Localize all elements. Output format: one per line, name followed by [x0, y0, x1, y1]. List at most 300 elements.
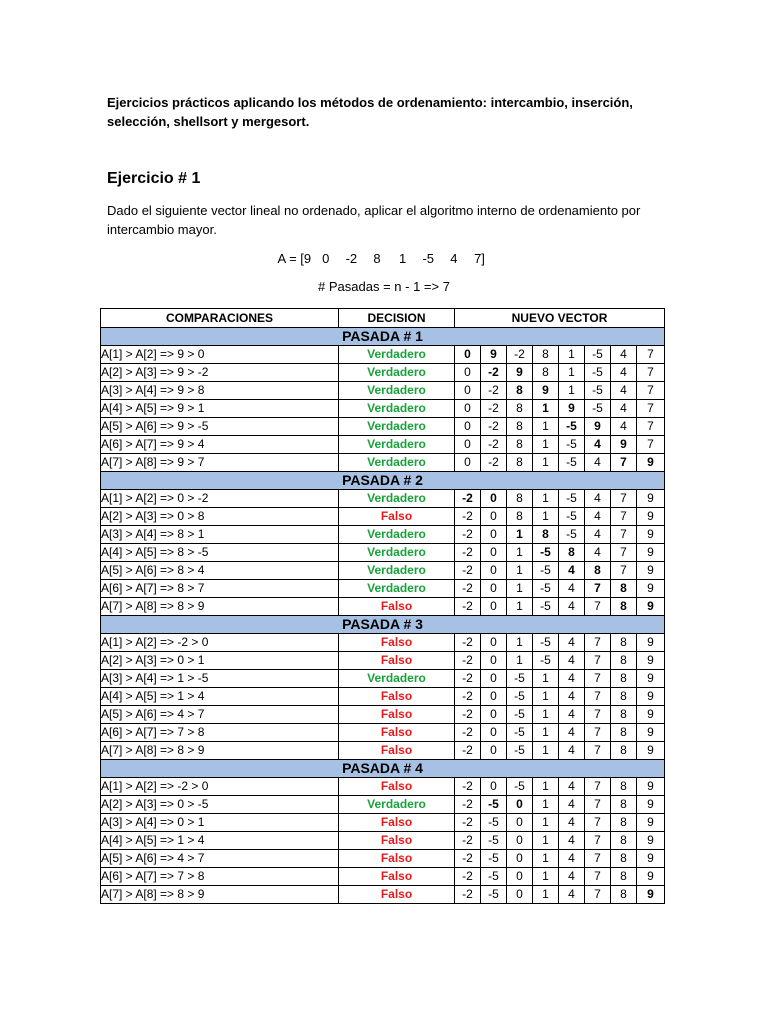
intro-text: Ejercicios prácticos aplicando los métodos de ordenamiento: intercambio, inserción, selección, shellsort y mergesort.: [107, 95, 633, 129]
vector-cell: -5: [585, 364, 611, 382]
vector-cell: 4: [585, 526, 611, 544]
vector-cell: 4: [559, 886, 585, 904]
vector-cell: 8: [611, 832, 637, 850]
comparison-cell: A[1] > A[2] => 0 > -2: [101, 490, 339, 508]
vector-cell: -5: [507, 778, 533, 796]
comparison-cell: A[1] > A[2] => -2 > 0: [101, 778, 339, 796]
decision-cell: Verdadero: [339, 364, 455, 382]
decision-cell: Verdadero: [339, 580, 455, 598]
vector-cell: 7: [611, 544, 637, 562]
vector-cell: 7: [585, 580, 611, 598]
vector-definition: [0, 251, 768, 266]
vector-cell: -2: [481, 418, 507, 436]
vector-cell: 0: [507, 868, 533, 886]
table-row: [101, 346, 665, 364]
decision-cell: Verdadero: [339, 490, 455, 508]
comparison-cell: A[7] > A[8] => 8 > 9: [101, 886, 339, 904]
pass-title: PASADA # 2: [101, 472, 665, 490]
vector-cell: 8: [611, 886, 637, 904]
table-row: [101, 742, 665, 760]
decision-cell: Falso: [339, 886, 455, 904]
vector-cell: 9: [637, 796, 665, 814]
vector-cell: 1: [533, 886, 559, 904]
vector-cell: 4: [559, 850, 585, 868]
vector-cell: 7: [637, 346, 665, 364]
vector-cell: 8: [611, 796, 637, 814]
vector-cell: -2: [455, 526, 481, 544]
vector-cell: 1: [533, 490, 559, 508]
comparison-cell: A[1] > A[2] => -2 > 0: [101, 634, 339, 652]
vector-cell: -5: [507, 742, 533, 760]
vector-cell: 8: [507, 454, 533, 472]
table-row: [101, 814, 665, 832]
vector-cell: 4: [559, 580, 585, 598]
vector-cell: 4: [611, 346, 637, 364]
vector-cell: 1: [533, 742, 559, 760]
pass-header-row: [101, 328, 665, 346]
vector-cell: 4: [585, 544, 611, 562]
comparison-cell: A[4] > A[5] => 8 > -5: [101, 544, 339, 562]
vector-cell: 4: [585, 490, 611, 508]
vector-cell: -5: [481, 886, 507, 904]
vector-cell: -2: [455, 544, 481, 562]
decision-cell: Falso: [339, 778, 455, 796]
pass-header-row: [101, 760, 665, 778]
table-row: [101, 418, 665, 436]
vector-cell: -5: [533, 544, 559, 562]
vector-cell: 9: [507, 364, 533, 382]
vector-cell: -5: [559, 436, 585, 454]
vector-cell: 4: [559, 832, 585, 850]
vector-cell: 1: [533, 454, 559, 472]
vector-cell: 9: [637, 742, 665, 760]
vector-cell: 9: [637, 580, 665, 598]
vector-cell: 7: [585, 778, 611, 796]
table-row: [101, 562, 665, 580]
vector-cell: 4: [611, 400, 637, 418]
vector-cell: 0: [481, 598, 507, 616]
comparison-cell: A[7] > A[8] => 8 > 9: [101, 742, 339, 760]
table-row: [101, 724, 665, 742]
vector-cell: 1: [507, 634, 533, 652]
vector-cell: 8: [611, 814, 637, 832]
vector-cell: -2: [455, 850, 481, 868]
vector-cell: 1: [507, 580, 533, 598]
vector-cell: 9: [585, 418, 611, 436]
comparison-cell: A[2] > A[3] => 0 > 8: [101, 508, 339, 526]
vector-cell: 1: [533, 418, 559, 436]
vector-cell: 1: [533, 832, 559, 850]
vector-cell: -2: [481, 436, 507, 454]
vector-cell: 0: [481, 688, 507, 706]
vector-cell: 1: [533, 436, 559, 454]
exercise-title: Ejercicio # 1: [107, 170, 201, 187]
vector-cell: 0: [481, 544, 507, 562]
vector-cell: 4: [559, 706, 585, 724]
vector-cell: 9: [637, 670, 665, 688]
comparison-cell: A[5] > A[6] => 4 > 7: [101, 850, 339, 868]
comparison-cell: A[5] > A[6] => 8 > 4: [101, 562, 339, 580]
decision-cell: Verdadero: [339, 796, 455, 814]
vector-cell: 4: [559, 670, 585, 688]
vector-cell: -5: [585, 382, 611, 400]
vector-cell: 9: [637, 544, 665, 562]
vector-cell: -2: [507, 346, 533, 364]
vector-cell: 4: [611, 382, 637, 400]
vector-cell: 0: [507, 814, 533, 832]
table-row: [101, 706, 665, 724]
vector-cell: 0: [455, 454, 481, 472]
table-row: [101, 688, 665, 706]
vector-cell: 1: [533, 670, 559, 688]
decision-cell: Falso: [339, 850, 455, 868]
vector-cell: -5: [559, 526, 585, 544]
vector-cell: -2: [455, 724, 481, 742]
vector-cell: 1: [507, 544, 533, 562]
vector-cell: -2: [455, 580, 481, 598]
vector-cell: 0: [481, 580, 507, 598]
vector-cell: 0: [481, 634, 507, 652]
vector-cell: -5: [533, 562, 559, 580]
vector-cell: 4: [559, 688, 585, 706]
vector-cell: 1: [559, 382, 585, 400]
comparison-cell: A[4] > A[5] => 1 > 4: [101, 832, 339, 850]
vector-element: 8: [373, 251, 381, 266]
vector-cell: -2: [455, 508, 481, 526]
vector-cell: 0: [481, 670, 507, 688]
vector-cell: 0: [507, 850, 533, 868]
vector-cell: 4: [559, 652, 585, 670]
pass-header-row: [101, 472, 665, 490]
table-row: [101, 670, 665, 688]
vector-cell: 9: [637, 508, 665, 526]
vector-cell: 7: [637, 418, 665, 436]
vector-cell: 0: [455, 418, 481, 436]
vector-cell: 8: [507, 490, 533, 508]
vector-cell: 8: [611, 742, 637, 760]
pass-header-row: [101, 616, 665, 634]
vector-cell: 1: [533, 724, 559, 742]
vector-cell: -2: [455, 688, 481, 706]
vector-cell: 4: [559, 562, 585, 580]
table-header-row: [101, 309, 665, 328]
vector-cell: -5: [533, 634, 559, 652]
vector-suffix: 7]: [474, 251, 485, 266]
vector-cell: 1: [533, 778, 559, 796]
table-row: [101, 544, 665, 562]
comparison-cell: A[6] > A[7] => 7 > 8: [101, 724, 339, 742]
vector-cell: 1: [507, 652, 533, 670]
table-row: [101, 364, 665, 382]
vector-cell: 9: [481, 346, 507, 364]
vector-cell: -2: [455, 652, 481, 670]
comparison-cell: A[6] > A[7] => 8 > 7: [101, 580, 339, 598]
vector-cell: 1: [533, 688, 559, 706]
vector-cell: 9: [637, 688, 665, 706]
comparison-cell: A[4] > A[5] => 1 > 4: [101, 688, 339, 706]
vector-cell: -5: [533, 580, 559, 598]
vector-cell: 7: [585, 670, 611, 688]
vector-cell: 0: [481, 652, 507, 670]
vector-cell: 8: [611, 724, 637, 742]
vector-cell: 8: [559, 544, 585, 562]
vector-cell: 7: [585, 814, 611, 832]
vector-cell: 1: [533, 400, 559, 418]
decision-cell: Falso: [339, 868, 455, 886]
decision-cell: Falso: [339, 742, 455, 760]
vector-cell: 9: [637, 598, 665, 616]
table-row: [101, 832, 665, 850]
table-row: [101, 454, 665, 472]
comparison-cell: A[1] > A[2] => 9 > 0: [101, 346, 339, 364]
pass-title: PASADA # 3: [101, 616, 665, 634]
vector-cell: 7: [585, 724, 611, 742]
vector-cell: -5: [585, 400, 611, 418]
vector-cell: 9: [637, 778, 665, 796]
vector-cell: 1: [559, 364, 585, 382]
vector-cell: 4: [559, 868, 585, 886]
vector-cell: -5: [507, 670, 533, 688]
comparison-cell: A[6] > A[7] => 9 > 4: [101, 436, 339, 454]
vector-cell: -5: [559, 508, 585, 526]
vector-cell: 9: [611, 436, 637, 454]
decision-cell: Falso: [339, 598, 455, 616]
vector-cell: 1: [533, 508, 559, 526]
vector-cell: -5: [507, 724, 533, 742]
pass-title: PASADA # 1: [101, 328, 665, 346]
table-row: [101, 634, 665, 652]
vector-element: -2: [345, 251, 358, 266]
vector-cell: 1: [533, 706, 559, 724]
vector-cell: 0: [481, 562, 507, 580]
vector-cell: 7: [611, 508, 637, 526]
vector-element: 1: [399, 251, 407, 266]
vector-cell: 1: [533, 850, 559, 868]
vector-cell: 4: [585, 454, 611, 472]
table-row: [101, 796, 665, 814]
vector-cell: 0: [455, 364, 481, 382]
comparison-cell: A[4] > A[5] => 9 > 1: [101, 400, 339, 418]
vector-cell: 1: [559, 346, 585, 364]
vector-cell: 7: [637, 382, 665, 400]
header-comparisons: COMPARACIONES: [101, 309, 339, 328]
vector-cell: 8: [611, 850, 637, 868]
vector-cell: -2: [455, 814, 481, 832]
comparison-cell: A[2] > A[3] => 0 > -5: [101, 796, 339, 814]
decision-cell: Falso: [339, 652, 455, 670]
decision-cell: Falso: [339, 706, 455, 724]
table-row: [101, 598, 665, 616]
table-row: [101, 652, 665, 670]
vector-cell: 1: [533, 796, 559, 814]
comparison-cell: A[3] > A[4] => 8 > 1: [101, 526, 339, 544]
vector-cell: 0: [455, 382, 481, 400]
table-row: [101, 382, 665, 400]
vector-cell: -2: [455, 634, 481, 652]
decision-cell: Falso: [339, 832, 455, 850]
table-row: [101, 508, 665, 526]
vector-cell: 4: [559, 814, 585, 832]
vector-cell: 9: [637, 886, 665, 904]
decision-cell: Verdadero: [339, 562, 455, 580]
decision-cell: Verdadero: [339, 544, 455, 562]
vector-cell: 4: [585, 436, 611, 454]
vector-cell: -5: [507, 688, 533, 706]
vector-cell: 8: [611, 670, 637, 688]
vector-cell: 7: [585, 634, 611, 652]
vector-cell: 7: [585, 598, 611, 616]
vector-cell: 0: [481, 706, 507, 724]
vector-cell: -2: [455, 598, 481, 616]
vector-cell: -2: [455, 742, 481, 760]
vector-cell: 9: [637, 634, 665, 652]
vector-element: -5: [422, 251, 435, 266]
vector-cell: -5: [559, 490, 585, 508]
vector-cell: 7: [585, 796, 611, 814]
vector-cell: 4: [585, 508, 611, 526]
vector-cell: 4: [559, 778, 585, 796]
vector-cell: 9: [637, 724, 665, 742]
vector-cell: 9: [637, 706, 665, 724]
vector-cell: 7: [637, 364, 665, 382]
vector-cell: -2: [481, 364, 507, 382]
table-row: [101, 400, 665, 418]
vector-cell: 0: [455, 436, 481, 454]
vector-cell: 9: [637, 832, 665, 850]
vector-cell: 0: [507, 886, 533, 904]
vector-cell: 9: [637, 652, 665, 670]
vector-cell: -5: [507, 706, 533, 724]
comparison-cell: A[5] > A[6] => 4 > 7: [101, 706, 339, 724]
comparison-cell: A[7] > A[8] => 9 > 7: [101, 454, 339, 472]
sorting-table: [100, 308, 665, 904]
decision-cell: Falso: [339, 724, 455, 742]
decision-cell: Verdadero: [339, 382, 455, 400]
comparison-cell: A[7] > A[8] => 8 > 9: [101, 598, 339, 616]
vector-cell: 1: [507, 598, 533, 616]
vector-cell: 7: [585, 706, 611, 724]
decision-cell: Verdadero: [339, 346, 455, 364]
table-row: [101, 886, 665, 904]
vector-cell: 8: [507, 382, 533, 400]
header-new-vector: NUEVO VECTOR: [455, 309, 665, 328]
vector-cell: -5: [533, 598, 559, 616]
vector-cell: 4: [559, 742, 585, 760]
vector-cell: 8: [611, 580, 637, 598]
vector-cell: -2: [455, 796, 481, 814]
decision-cell: Verdadero: [339, 454, 455, 472]
vector-cell: -5: [559, 454, 585, 472]
table-row: [101, 580, 665, 598]
vector-cell: 8: [611, 778, 637, 796]
vector-cell: -2: [455, 670, 481, 688]
vector-cell: 8: [585, 562, 611, 580]
vector-cell: 1: [507, 562, 533, 580]
vector-cell: -5: [481, 868, 507, 886]
vector-cell: 9: [559, 400, 585, 418]
vector-cell: 9: [533, 382, 559, 400]
decision-cell: Falso: [339, 688, 455, 706]
vector-cell: -2: [455, 868, 481, 886]
vector-cell: 8: [611, 634, 637, 652]
header-decision: DECISION: [339, 309, 455, 328]
vector-cell: 8: [611, 688, 637, 706]
vector-cell: -5: [533, 652, 559, 670]
vector-cell: 0: [455, 400, 481, 418]
table-body: [101, 328, 665, 904]
vector-cell: 8: [507, 400, 533, 418]
vector-cell: 7: [637, 436, 665, 454]
vector-cell: -2: [481, 454, 507, 472]
vector-cell: 0: [481, 778, 507, 796]
vector-cell: 7: [585, 688, 611, 706]
vector-cell: -5: [585, 346, 611, 364]
vector-cell: -5: [481, 832, 507, 850]
table-row: [101, 778, 665, 796]
vector-cell: 0: [481, 508, 507, 526]
vector-cell: 0: [481, 724, 507, 742]
vector-cell: 8: [533, 346, 559, 364]
comparison-cell: A[6] > A[7] => 7 > 8: [101, 868, 339, 886]
vector-cell: 8: [611, 706, 637, 724]
decision-cell: Verdadero: [339, 436, 455, 454]
passes-formula: # Pasadas = n - 1 => 7: [318, 279, 450, 294]
decision-cell: Verdadero: [339, 670, 455, 688]
pass-title: PASADA # 4: [101, 760, 665, 778]
decision-cell: Verdadero: [339, 418, 455, 436]
vector-cell: 7: [585, 886, 611, 904]
vector-cell: 1: [533, 814, 559, 832]
vector-prefix: A = [9: [277, 251, 312, 266]
decision-cell: Verdadero: [339, 526, 455, 544]
table-row: [101, 850, 665, 868]
vector-cell: 8: [533, 364, 559, 382]
vector-cell: 8: [611, 868, 637, 886]
vector-cell: -2: [455, 886, 481, 904]
vector-cell: -5: [481, 796, 507, 814]
vector-element: 0: [322, 251, 330, 266]
vector-cell: 8: [611, 598, 637, 616]
decision-cell: Verdadero: [339, 400, 455, 418]
vector-cell: 8: [533, 526, 559, 544]
vector-cell: 9: [637, 454, 665, 472]
comparison-cell: A[2] > A[3] => 0 > 1: [101, 652, 339, 670]
vector-cell: 0: [481, 526, 507, 544]
exercise-description: Dado el siguiente vector lineal no ordenado, aplicar el algoritmo interno de ordenamiento por intercambio mayor.: [107, 203, 641, 237]
decision-cell: Falso: [339, 508, 455, 526]
vector-cell: 4: [559, 598, 585, 616]
vector-cell: 0: [455, 346, 481, 364]
comparison-cell: A[2] > A[3] => 9 > -2: [101, 364, 339, 382]
vector-cell: 4: [559, 796, 585, 814]
vector-cell: 7: [611, 562, 637, 580]
decision-cell: Falso: [339, 814, 455, 832]
vector-cell: -2: [455, 706, 481, 724]
vector-cell: 4: [611, 364, 637, 382]
vector-cell: 9: [637, 814, 665, 832]
vector-cell: 7: [585, 868, 611, 886]
vector-cell: 8: [507, 418, 533, 436]
vector-cell: -2: [481, 382, 507, 400]
vector-cell: 9: [637, 490, 665, 508]
vector-cell: 7: [585, 742, 611, 760]
vector-cell: -2: [455, 490, 481, 508]
decision-cell: Falso: [339, 634, 455, 652]
vector-cell: 7: [637, 400, 665, 418]
comparison-cell: A[3] > A[4] => 9 > 8: [101, 382, 339, 400]
table-row: [101, 526, 665, 544]
vector-element: 4: [450, 251, 458, 266]
